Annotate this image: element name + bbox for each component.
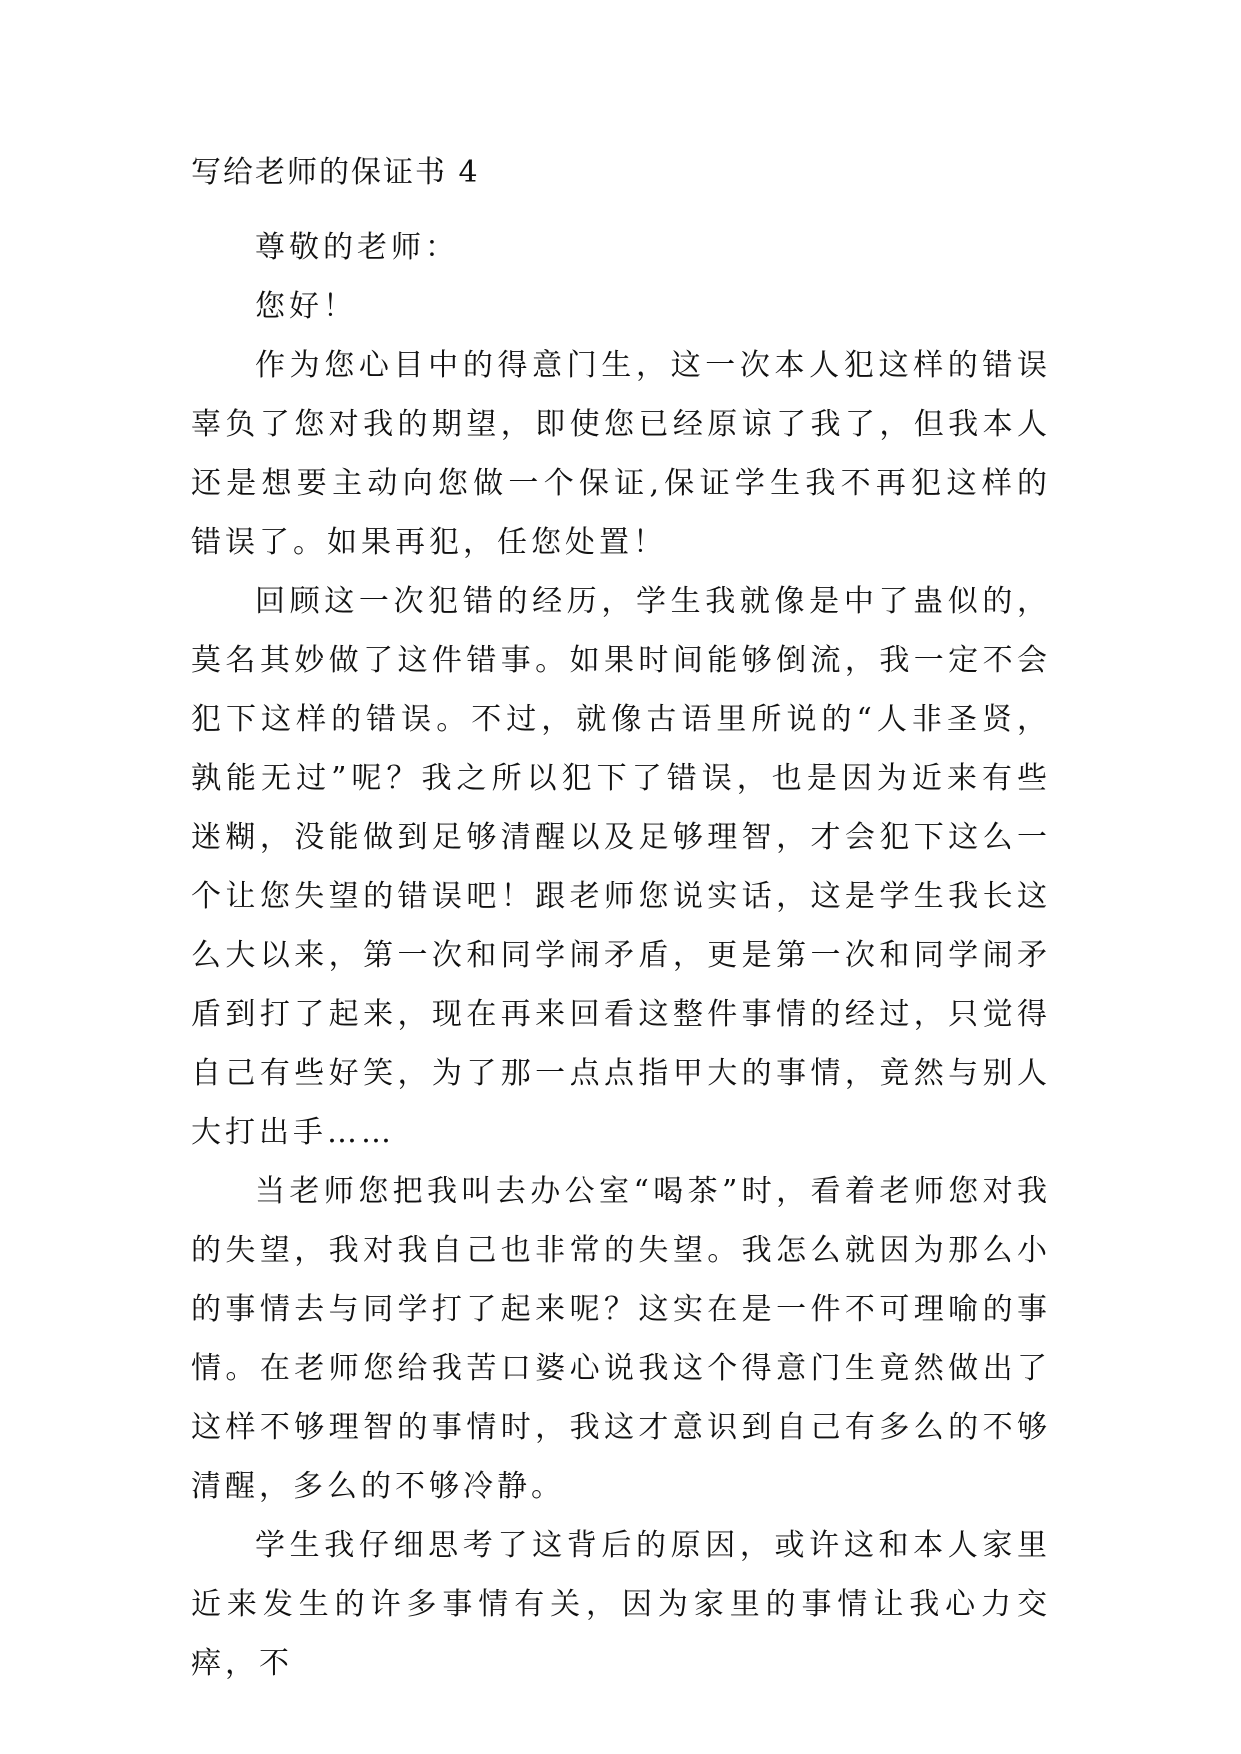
paragraph-reason: 学生我仔细思考了这背后的原因，或许这和本人家里近来发生的许多事情有关，因为家里的事情让我心力交瘁，不 [191,1528,1051,1681]
document-title: 写给老师的保证书 4 [191,155,480,190]
document-body [191,155,1051,1693]
paragraph-review: 回顾这一次犯错的经历，学生我就像是中了蛊似的，莫名其妙做了这件错事。如果时间能够倒流，我一定不会犯下这样的错误。不过，就像古语里所说的“人非圣贤，孰能无过”呢？我之所以犯下了错误，也是因为近来有些迷糊，没能做到足够清醒以及足够理智，才会犯下这么一个让您失望的错误吧！跟老师您说实话，这是学生我长这么大以来，第一次和同学闹矛盾，更是第一次和同学闹矛盾到打了起来，现在再来回看这整件事情的经过，只觉得自己有些好笑，为了那一点点指甲大的事情，竟然与别人大打出手…… [191,584,1051,1150]
paragraph-promise: 作为您心目中的得意门生，这一次本人犯这样的错误辜负了您对我的期望，即使您已经原谅了我了，但我本人还是想要主动向您做一个保证,保证学生我不再犯这样的错误了。如果再犯，任您处置！ [191,348,1051,560]
paragraph-office: 当老师您把我叫去办公室“喝茶”时，看着老师您对我的失望，我对我自己也非常的失望。我怎么就因为那么小的事情去与同学打了起来呢？这实在是一件不可理喻的事情。在老师您给我苦口婆心说我这个得意门生竟然做出了这样不够理智的事情时，我这才意识到自己有多么的不够清醒，多么的不够冷静。 [191,1174,1051,1504]
salutation: 尊敬的老师： [255,230,459,265]
greeting: 您好！ [255,289,357,324]
